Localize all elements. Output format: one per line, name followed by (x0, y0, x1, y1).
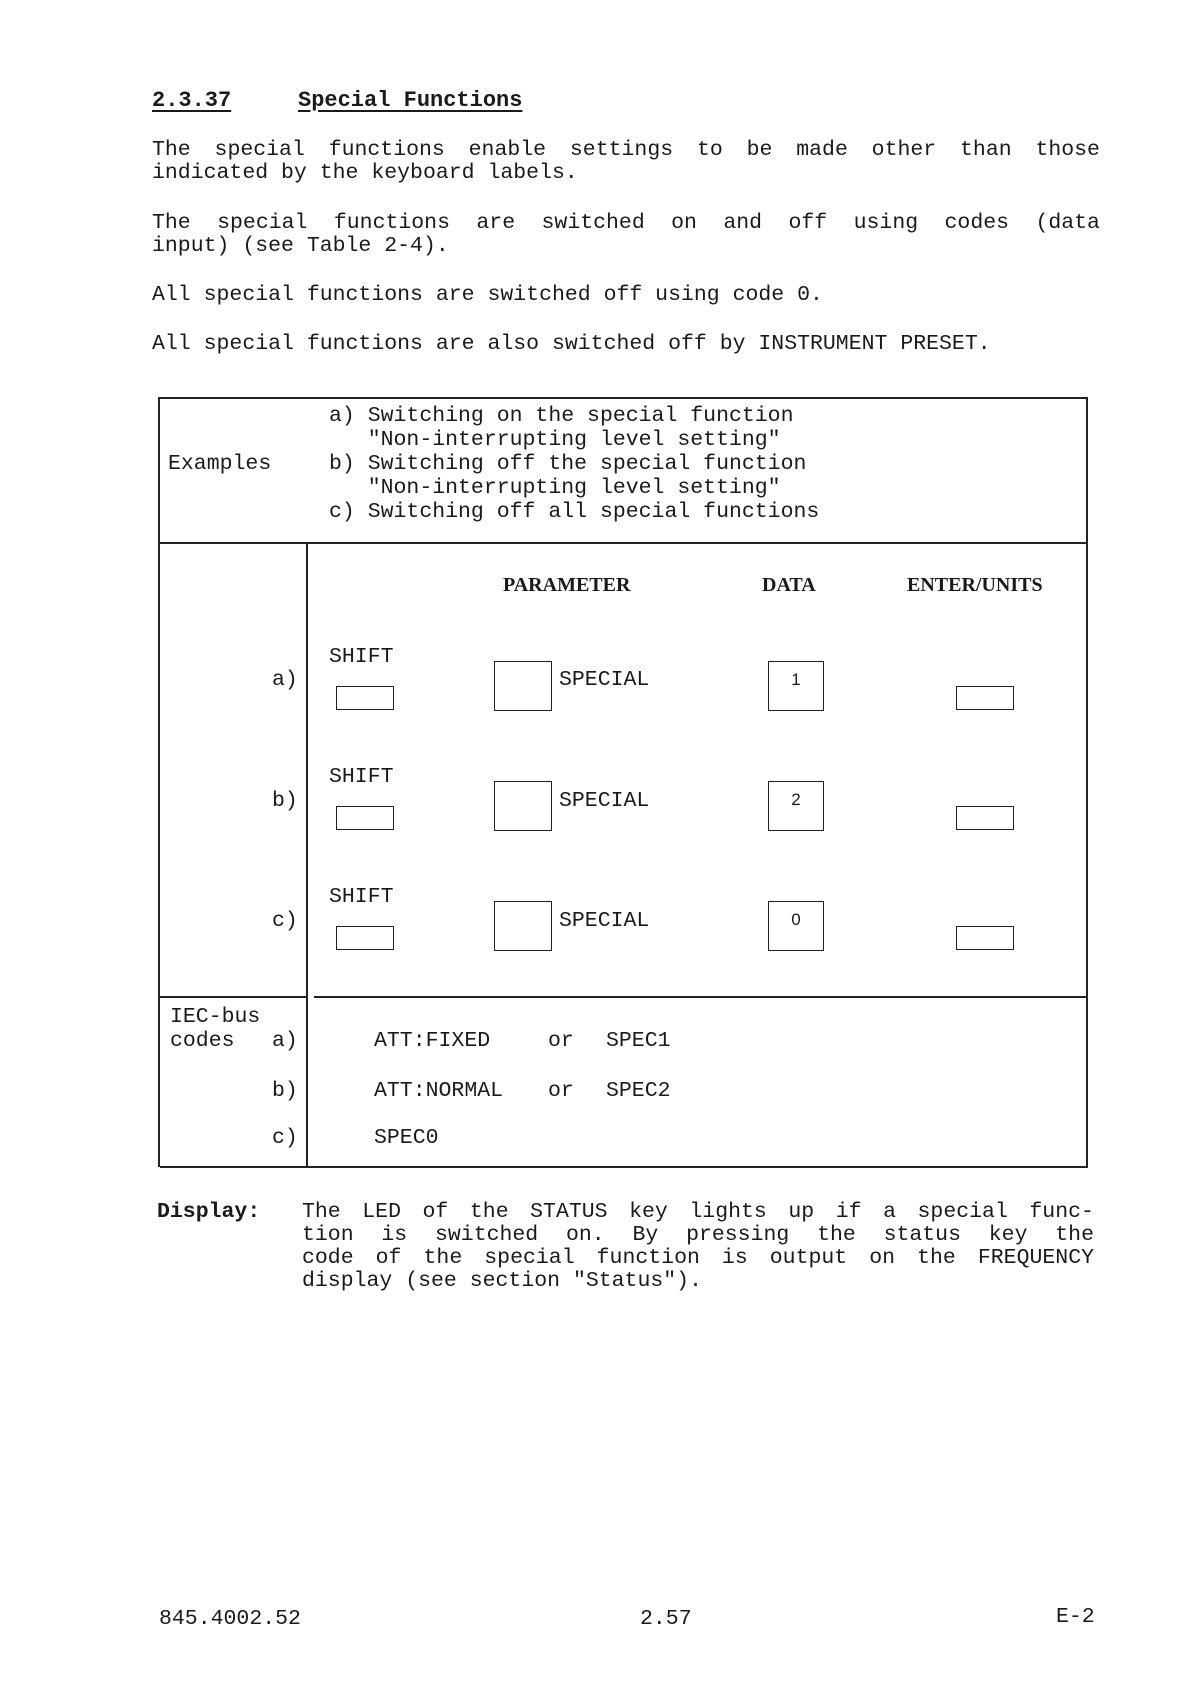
iec-alt-b: SPEC2 (606, 1079, 671, 1103)
data-key-b: 2 (768, 781, 824, 831)
iec-code-b: ATT:NORMAL (374, 1079, 504, 1103)
footer-edition: E-2 (1056, 1605, 1095, 1629)
row-label-c: c) (272, 909, 298, 933)
shift-label-b: SHIFT (329, 765, 394, 789)
special-key-c (494, 901, 552, 951)
example-line-b2: "Non-interrupting level setting" (329, 476, 781, 500)
paragraph-1-line-2: indicated by the keyboard labels. (152, 161, 578, 185)
examples-label: Examples (168, 452, 272, 476)
header-parameter: PARAMETER (503, 574, 631, 596)
display-line-1: The LED of the STATUS key lights up if a special func- (302, 1200, 1094, 1224)
special-key-a (494, 661, 552, 711)
row-label-b: b) (272, 789, 298, 813)
example-line-a2: "Non-interrupting level setting" (329, 428, 781, 452)
iec-row-label-b: b) (272, 1079, 298, 1103)
iec-row-label-c: c) (272, 1126, 298, 1150)
shift-label-a: SHIFT (329, 645, 394, 669)
display-label: Display: (157, 1200, 261, 1224)
iec-code-c: SPEC0 (374, 1126, 439, 1150)
section-number: 2.3.37 (152, 88, 232, 113)
special-label-c: SPECIAL (559, 909, 650, 933)
shift-key-b (336, 806, 394, 830)
data-key-c: 0 (768, 901, 824, 951)
paragraph-4: All special functions are also switched off by INSTRUMENT PRESET. (152, 332, 991, 356)
enter-key-c (956, 926, 1014, 950)
iec-code-a: ATT:FIXED (374, 1029, 491, 1053)
special-key-b (494, 781, 552, 831)
example-line-b: b) Switching off the special function (329, 452, 807, 476)
shift-label-c: SHIFT (329, 885, 394, 909)
iec-or-a: or (548, 1029, 574, 1053)
footer-document-number: 845.4002.52 (159, 1607, 301, 1631)
display-line-3: code of the special function is output on the FREQUENCY (302, 1246, 1094, 1270)
display-line-4: display (see section "Status"). (302, 1269, 702, 1293)
footer-page-number: 2.57 (640, 1607, 692, 1631)
paragraph-2-line-1: The special functions are switched on and off using codes (data (152, 211, 1100, 235)
header-data: DATA (762, 574, 816, 596)
paragraph-3: All special functions are switched off using code 0. (152, 283, 823, 307)
paragraph-2-line-2: input) (see Table 2-4). (152, 234, 449, 258)
iec-label-2: codes (170, 1029, 235, 1053)
paragraph-1-line-1: The special functions enable settings to be made other than those (152, 138, 1100, 162)
iec-row-label-a: a) (272, 1029, 298, 1053)
example-line-c: c) Switching off all special functions (329, 500, 820, 524)
special-label-a: SPECIAL (559, 668, 650, 692)
enter-key-a (956, 686, 1014, 710)
shift-key-c (336, 926, 394, 950)
data-key-a: 1 (768, 661, 824, 711)
special-label-b: SPECIAL (559, 789, 650, 813)
enter-key-b (956, 806, 1014, 830)
iec-or-b: or (548, 1079, 574, 1103)
header-enter-units: ENTER/UNITS (907, 574, 1043, 596)
example-line-a: a) Switching on the special function (329, 404, 794, 428)
row-label-a: a) (272, 668, 298, 692)
iec-label-1: IEC-bus (170, 1005, 261, 1029)
section-title: Special Functions (298, 88, 523, 113)
display-line-2: tion is switched on. By pressing the status key the (302, 1223, 1094, 1247)
shift-key-a (336, 686, 394, 710)
iec-alt-a: SPEC1 (606, 1029, 671, 1053)
